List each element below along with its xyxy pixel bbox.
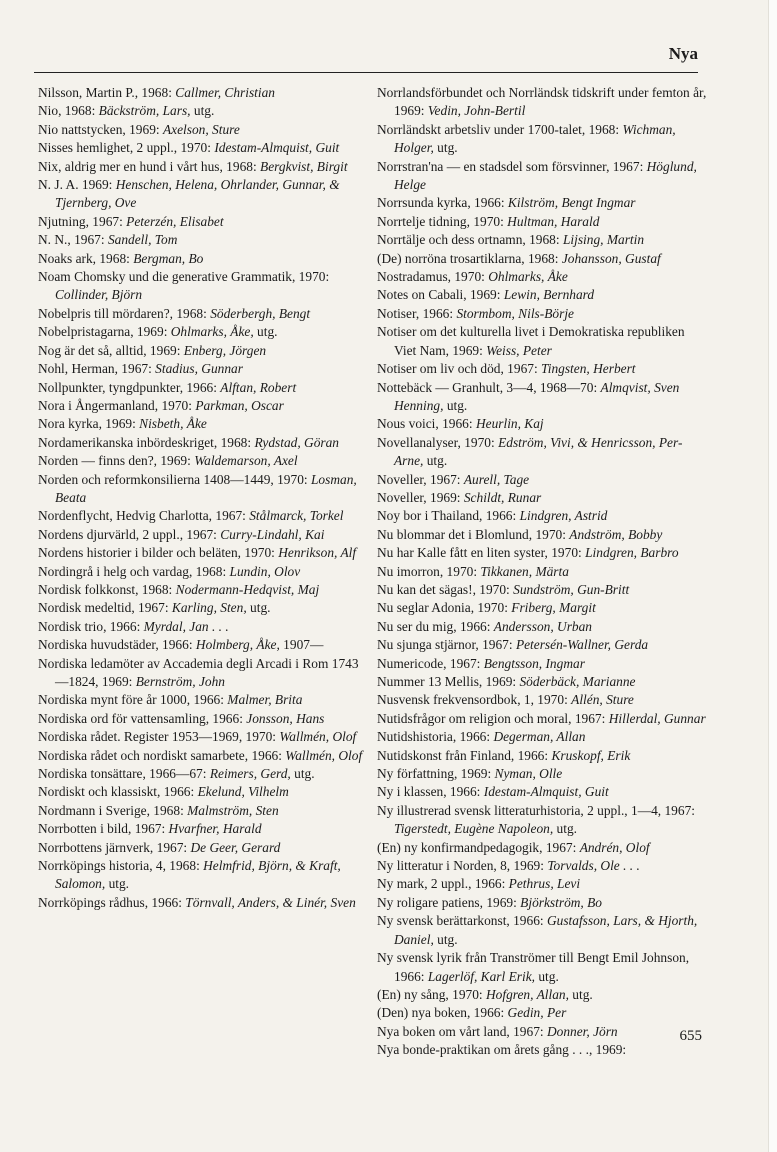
entry-author: Björkström, Bo [520,894,602,910]
entry-author: Sundström, Gun-Britt [513,581,630,597]
entry-author: Ohlmarks, Åke, [170,324,254,340]
entry-author: Holmberg, Åke, [195,637,280,653]
index-entry [377,691,707,709]
entry-title: Nobelpris till mördaren?, 1968: [38,305,211,321]
index-entry [38,765,368,783]
index-entry [377,121,707,158]
entry-author: Höglund, Helge [394,158,697,193]
entry-title: Njutning, 1967: [38,213,127,229]
entry-suffix: utg. [433,140,458,156]
index-entry [377,213,707,231]
entry-title: Ny litteratur i Norden, 8, 1969: [377,858,548,874]
index-entry [377,765,707,783]
entry-title: Notiser om det kulturella livet i Demokratiska republiken Viet Nam, 1969: [377,324,685,358]
entry-author: Sandell, Tom [107,232,178,248]
entry-title: Nous voici, 1966: [377,416,476,432]
index-entry [38,839,368,857]
entry-title: Nu imorron, 1970: [377,563,481,579]
entry-author: Pethrus, Levi [508,876,581,892]
index-entry [377,728,707,746]
entry-author: Almqvist, Sven Henning, [394,379,680,413]
index-entry [38,452,368,470]
index-entry [38,231,368,249]
entry-title: Norden och reformkonsilierna 1408—1449, 1970: [38,471,311,487]
entry-title: Nu ser du mig, 1966: [377,618,494,634]
entry-author: Edström, Vivi, & Henricsson, Per-Arne, [394,434,683,469]
index-entry [38,213,368,231]
index-entry [38,747,368,765]
entry-author: Hofgren, Allan, [485,986,569,1002]
index-entry [38,728,368,746]
entry-author: Bengtsson, Ingmar [483,655,585,671]
entry-author: Stålmarck, Torkel [249,508,344,524]
entry-title: Ny illustrerad svensk litteraturhistoria, 2 uppl., 1—4, 1967: [377,802,695,818]
entry-author: Bernström, John [135,674,225,689]
entry-author: Stormbom, Nils-Börje [456,305,574,321]
entry-title: Norrländskt arbetsliv under 1700-talet, 1968: [377,121,623,137]
index-entry [38,636,368,654]
entry-author: Gedin, Per [507,1005,567,1021]
index-entry [377,783,707,801]
index-entry [377,250,707,268]
index-entry [377,434,707,471]
entry-author: Peterzén, Elisabet [126,213,224,229]
entry-title: Numericode, 1967: [377,655,484,671]
header-rule [34,72,698,73]
entry-title: Notes on Cabali, 1969: [377,287,504,303]
entry-author: Johansson, Gustaf [561,250,661,266]
entry-title: Norrlandsförbundet och Norrländsk tidskrift under femton år, 1969: [377,85,707,119]
entry-author: Bäckström, Lars, [98,103,191,119]
index-entry [377,655,707,673]
entry-author: Stadius, Gunnar [155,361,243,377]
index-entry [377,305,707,323]
entry-author: Kilström, Bengt Ingmar [507,195,636,211]
entry-title: Norrsunda kyrka, 1966: [377,195,508,211]
entry-author: Lundin, Olov [229,563,301,579]
index-entry [377,286,707,304]
entry-author: Hillerdal, Gunnar [608,710,706,726]
entry-author: Collinder, Björn [55,287,143,303]
entry-author: Tigerstedt, Eugène Napoleon, [394,821,554,837]
entry-title: Nog är det så, alltid, 1969: [38,342,184,358]
entry-title: Norrtelje tidning, 1970: [377,213,508,229]
entry-author: Lindgren, Barbro [585,545,679,561]
index-entry [377,415,707,433]
index-entry [377,599,707,617]
entry-suffix: utg. [568,986,593,1002]
entry-author: Schildt, Runar [463,489,542,505]
entry-author: Andersson, Urban [493,618,592,634]
index-entry [377,194,707,212]
entry-author: Degerman, Allan [493,729,586,745]
index-entry [38,710,368,728]
entry-title: Nisses hemlighet, 2 uppl., 1970: [38,140,215,156]
entry-author: Kruskopf, Erik [551,747,631,763]
index-entry [377,268,707,286]
entry-author: Wallmén, Olof [279,729,357,745]
entry-suffix: 1907— [279,637,324,653]
entry-title: Nutidshistoria, 1966: [377,729,494,745]
entry-author: Söderbäck, Marianne [519,674,636,689]
index-entry [38,342,368,360]
entry-author: Aurell, Tage [463,471,530,487]
entry-title: Nummer 13 Mellis, 1969: [377,674,520,689]
index-entry [38,360,368,378]
entry-author: Lewin, Bernhard [503,287,595,303]
entry-title: Nordiska ledamöter av Accademia degli Arcadi i Rom 1743—1824, 1969: [38,655,359,689]
entry-author: Lagerlöf, Karl Erik, [427,968,535,984]
entry-title: Norrköpings historia, 4, 1968: [38,858,204,874]
entry-title: Nostradamus, 1970: [377,269,489,285]
entry-title: Nio nattstycken, 1969: [38,121,163,137]
entry-title: N. N., 1967: [38,232,108,248]
entry-title: Nusvensk frekvensordbok, 1, 1970: [377,692,572,708]
entry-title: Nobelpristagarna, 1969: [38,324,171,340]
entry-author: Alftan, Robert [220,379,297,395]
page-edge [768,0,777,1152]
entry-title: Nordmann i Sverige, 1968: [38,802,188,818]
index-entry [38,434,368,452]
index-entry [38,471,368,508]
entry-author: Hultman, Harald [507,213,600,229]
entry-title: Nora i Ångermanland, 1970: [38,397,196,413]
entry-title: Noam Chomsky und die generative Grammatik, 1970: [38,269,330,285]
entry-title: Nu kan det sägas!, 1970: [377,581,514,597]
index-entry [377,544,707,562]
entry-title: Nutidsfrågor om religion och moral, 1967: [377,710,609,726]
entry-title: Nu har Kalle fått en liten syster, 1970: [377,545,586,561]
entry-title: Norrbottens järnverk, 1967: [38,839,191,855]
entry-title: Noveller, 1967: [377,471,464,487]
entry-author: Hvarfner, Harald [168,821,262,837]
index-entry [377,379,707,416]
index-entry [38,655,368,692]
index-entry [38,544,368,562]
entry-author: Lindgren, Astrid [519,508,608,524]
entry-title: Nordamerikanska inbördeskriget, 1968: [38,434,255,450]
entry-title: Nordens djurvärld, 2 uppl., 1967: [38,526,221,542]
entry-title: Nordiska rådet och nordiskt samarbete, 1966: [38,747,286,763]
index-entry [38,121,368,139]
index-entry [377,839,707,857]
entry-title: Noy bor i Thailand, 1966: [377,508,520,524]
index-entry [377,802,707,839]
running-head: Nya [668,44,698,63]
entry-title: Ny författning, 1969: [377,766,495,782]
index-entry [377,84,707,121]
index-entry [377,507,707,525]
index-entry [38,158,368,176]
entry-author: De Geer, Gerard [190,839,281,855]
entry-title: Noaks ark, 1968: [38,250,134,266]
index-entry [377,986,707,1004]
index-entry [38,84,368,102]
entry-title: Nordenflycht, Hedvig Charlotta, 1967: [38,508,250,524]
index-entry [377,158,707,195]
entry-suffix: utg. [246,600,271,616]
entry-author: Enberg, Jörgen [183,342,267,358]
entry-title: Norrtälje och dess ortnamn, 1968: [377,232,563,248]
entry-author: Ohlmarks, Åke [488,269,568,285]
index-entry [377,323,707,360]
entry-suffix: utg. [253,324,278,340]
entry-title: Nilsson, Martin P., 1968: [38,85,176,100]
entry-title: Norrköpings rådhus, 1966: [38,894,186,910]
entry-title: Nix, aldrig mer en hund i vårt hus, 1968: [38,158,261,174]
entry-title: Nordens historier i bilder och beläten, 1970: [38,545,279,561]
entry-suffix: utg. [443,397,468,413]
entry-title: Nordisk trio, 1966: [38,618,144,634]
entry-title: Nordiska huvudstäder, 1966: [38,637,196,653]
entry-author: Weiss, Peter [486,342,552,358]
index-entry [38,250,368,268]
entry-title: Ny svensk lyrik från Tranströmer till Bengt Emil Johnson, 1966: [377,950,690,984]
entry-title: Ny svensk berättarkonst, 1966: [377,913,547,929]
entry-author: Malmström, Sten [187,802,279,818]
entry-title: Nu sjunga stjärnor, 1967: [377,637,516,653]
index-entry [38,857,368,894]
entry-title: Nya boken om vårt land, 1967: [377,1023,547,1039]
entry-suffix: utg. [535,968,559,984]
entry-author: Nyman, Olle [494,766,563,782]
entry-title: Norrbotten i bild, 1967: [38,821,169,837]
index-entry [377,636,707,654]
entry-author: Gustafsson, Lars, & Hjorth, Daniel, [394,913,698,947]
entry-suffix: utg. [433,931,458,947]
page-number: 655 [679,1028,702,1044]
entry-title: Nordiska mynt före år 1000, 1966: [38,692,228,708]
entry-author: Andström, Bobby [569,526,663,542]
entry-title: N. J. A. 1969: [38,177,116,193]
index-entry [38,323,368,341]
entry-title: Nya bonde-praktikan om årets gång . . ., 1969: [377,1042,627,1058]
index-entry [38,139,368,157]
entry-author: Karling, Sten, [171,600,247,616]
entry-title: Notiser, 1966: [377,305,457,321]
entry-author: Henschen, Helena, Ohrlander, Gunnar, & Tjernberg, Ove [55,177,340,211]
index-entry [377,618,707,636]
index-entry [377,581,707,599]
index-entry [38,379,368,397]
entry-author: Ekelund, Vilhelm [197,784,289,800]
index-entry [377,231,707,249]
entry-title: Novellanalyser, 1970: [377,434,499,450]
entry-author: Myrdal, Jan . . . [143,618,229,634]
right-column [377,84,707,1060]
entry-author: Tingsten, Herbert [541,361,636,377]
index-entry [38,563,368,581]
entry-author: Losman, Beata [55,471,357,505]
index-entry [377,471,707,489]
entry-author: Donner, Jörn [546,1023,618,1039]
entry-title: Nohl, Herman, 1967: [38,361,156,377]
entry-author: Jonsson, Hans [246,710,325,726]
entry-author: Parkman, Oscar [195,397,284,413]
index-entry [377,747,707,765]
entry-author: Törnvall, Anders, & Linér, Sven [185,894,356,910]
index-entry [377,673,707,691]
index-entry [38,305,368,323]
entry-title: Nu blommar det i Blomlund, 1970: [377,526,570,542]
index-entry [377,710,707,728]
index-entry [38,618,368,636]
entry-author: Axelson, Sture [162,121,240,137]
entry-title: Ny mark, 2 uppl., 1966: [377,876,509,892]
entry-author: Torvalds, Ole . . . [547,858,640,874]
entry-title: Ny i klassen, 1966: [377,784,484,800]
left-column [38,84,368,912]
index-entry [377,489,707,507]
index-entry [38,691,368,709]
entry-title: (Den) nya boken, 1966: [377,1005,508,1021]
entry-title: Nordiskt och klassiskt, 1966: [38,784,198,800]
index-entry [38,507,368,525]
entry-author: Bergman, Bo [133,250,204,266]
index-entry [377,563,707,581]
entry-title: (De) norröna trosartiklarna, 1968: [377,250,562,266]
entry-author: Callmer, Christian [175,85,275,100]
entry-author: Reimers, Gerd, [209,766,291,782]
entry-author: Vedin, John-Bertil [427,103,526,119]
entry-title: Nordisk folkkonst, 1968: [38,581,176,597]
index-entry [377,894,707,912]
index-entry [377,1004,707,1022]
entry-author: Curry-Lindahl, Kai [220,526,325,542]
entry-title: Nordingrå i helg och vardag, 1968: [38,563,230,579]
entry-author: Malmer, Brita [227,692,303,708]
index-entry [38,820,368,838]
index-entry [38,526,368,544]
entry-title: Notiser om liv och död, 1967: [377,361,542,377]
entry-author: Allén, Sture [571,692,634,708]
index-entry [38,268,368,305]
entry-title: Norden — finns den?, 1969: [38,453,195,469]
index-entry [377,912,707,949]
entry-author: Lijsing, Martin [562,232,645,248]
index-entry [38,397,368,415]
entry-author: Rydstad, Göran [254,434,339,450]
entry-author: Henrikson, Alf [278,545,357,561]
entry-author: Tikkanen, Märta [480,563,569,579]
entry-suffix: utg. [290,766,315,782]
entry-title: Noveller, 1969: [377,489,464,505]
entry-author: Helmfrid, Björn, & Kraft, Salomon, [55,858,341,892]
entry-author: Nodermann-Hedqvist, Maj [175,581,320,597]
entry-author: Idestam-Almquist, Guit [483,784,609,800]
entry-author: Bergkvist, Birgit [260,158,348,174]
index-entry [38,802,368,820]
entry-title: Nordiska rådet. Register 1953—1969, 1970: [38,729,280,745]
entry-author: Wallmén, Olof [285,747,363,763]
entry-author: Wichman, Holger, [394,121,676,156]
index-entry [38,415,368,433]
entry-title: Nora kyrka, 1969: [38,416,140,432]
index-entry [377,526,707,544]
index-entry [38,894,368,912]
entry-author: Nisbeth, Åke [139,416,207,432]
entry-title: (En) ny konfirmandpedagogik, 1967: [377,839,580,855]
entry-author: Andrén, Olof [579,839,650,855]
index-entry [38,599,368,617]
index-entry [38,783,368,801]
index-entry [377,949,707,986]
entry-suffix: utg. [423,453,448,469]
entry-title: Nottebäck — Granhult, 3—4, 1968—70: [377,379,601,395]
entry-title: Ny roligare patiens, 1969: [377,894,521,910]
entry-author: Friberg, Margit [511,600,596,616]
entry-title: Nordiska ord för vattensamling, 1966: [38,710,247,726]
entry-title: Nio, 1968: [38,103,99,119]
index-entry [38,176,368,213]
index-entry [377,857,707,875]
entry-title: Nordiska tonsättare, 1966—67: [38,766,210,782]
index-entry [377,360,707,378]
entry-author: Heurlin, Kaj [475,416,544,432]
entry-author: Idestam-Almquist, Guit [214,140,340,156]
entry-title: (En) ny sång, 1970: [377,986,486,1002]
entry-suffix: utg. [553,821,577,837]
index-entry [38,102,368,120]
index-entry [38,581,368,599]
entry-suffix: utg. [190,103,215,119]
entry-title: Norrstran'na — en stadsdel som försvinner, 1967: [377,158,647,174]
entry-title: Nollpunkter, tyngdpunkter, 1966: [38,379,221,395]
entry-title: Nu seglar Adonia, 1970: [377,600,512,616]
entry-author: Petersén-Wallner, Gerda [515,637,649,653]
entry-author: Söderbergh, Bengt [210,305,311,321]
index-entry [377,875,707,893]
entry-title: Nordisk medeltid, 1967: [38,600,172,616]
entry-title: Nutidskonst från Finland, 1966: [377,747,552,763]
entry-suffix: utg. [105,876,130,892]
entry-author: Waldemarson, Axel [194,453,298,469]
